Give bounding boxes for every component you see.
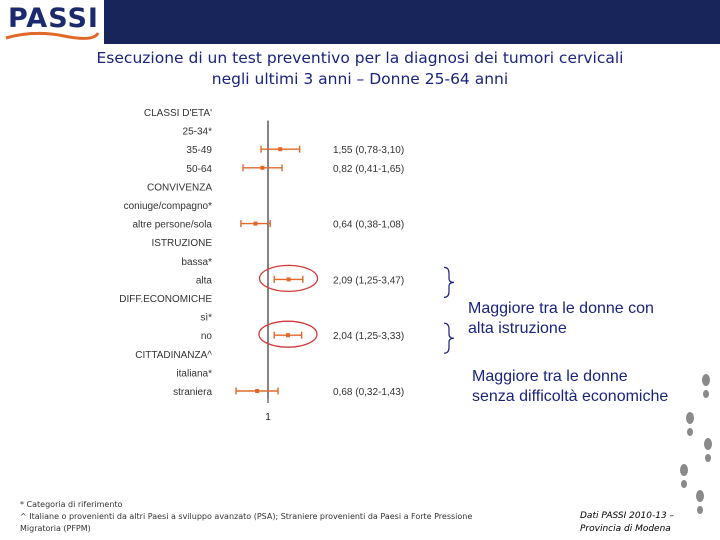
row-label: bassa* bbox=[181, 256, 212, 268]
row-label: altre persone/sola bbox=[132, 219, 212, 231]
estimate-value-label: 0,68 (0,32-1,43) bbox=[333, 387, 405, 398]
annotation-istruzione bbox=[468, 299, 654, 339]
estimate-value-label: 2,09 (1,25-3,47) bbox=[333, 275, 405, 287]
annotation-bracket bbox=[444, 323, 454, 353]
point-estimate bbox=[287, 277, 291, 281]
source-line-2: Provincia di Modena bbox=[580, 524, 671, 534]
point-estimate bbox=[260, 166, 264, 170]
footnote-line-1: * Categoria di riferimento bbox=[20, 500, 123, 509]
source-line-1: Dati PASSI 2010-13 – bbox=[580, 511, 675, 521]
point-estimate bbox=[255, 389, 259, 393]
row-label: no bbox=[200, 331, 212, 343]
row-label: 25-34* bbox=[182, 126, 212, 138]
estimate-value-label: 1,55 (0,78-3,10) bbox=[333, 145, 405, 157]
footnote-line-3: Migratoria (PFPM) bbox=[20, 524, 91, 533]
annotation-istruzione-line-1: Maggiore tra le donne con bbox=[468, 300, 654, 317]
row-label: 50-64 bbox=[186, 163, 212, 175]
annotation-economiche bbox=[472, 367, 668, 407]
title-line-1: Esecuzione di un test preventivo per la diagnosi dei tumori cervicali bbox=[96, 49, 624, 67]
estimate-value-label: 2,04 (1,25-3,33) bbox=[333, 331, 405, 343]
annotation-bracket bbox=[444, 267, 454, 297]
footnote-line-2: ^ Italiane o provenienti da altri Paesi a sviluppo avanzato (PSA); Straniere provenienti da Paesi a Forte Pressione bbox=[20, 512, 473, 521]
row-label: 35-49 bbox=[186, 145, 212, 157]
logo-text: PASSI bbox=[8, 3, 99, 34]
annotation-economiche-line-2: senza difficoltà economiche bbox=[472, 388, 669, 405]
estimate-value-label: 0,82 (0,41-1,65) bbox=[333, 163, 405, 175]
group-header-label: CITTADINANZA^ bbox=[135, 349, 212, 361]
footnote bbox=[20, 499, 560, 535]
row-label: alta bbox=[195, 275, 212, 287]
row-label: sì* bbox=[200, 312, 212, 324]
row-label: coniuge/compagno* bbox=[123, 201, 212, 212]
point-estimate bbox=[286, 333, 290, 337]
row-label: italiana* bbox=[176, 368, 212, 380]
group-header-label: CONVIVENZA bbox=[146, 182, 212, 194]
group-header-label: ISTRUZIONE bbox=[151, 238, 212, 250]
title-line-2: negli ultimi 3 anni – Donne 25-64 anni bbox=[211, 70, 509, 88]
annotation-economiche-line-1: Maggiore tra le donne bbox=[472, 368, 628, 385]
annotation-istruzione-line-2: alta istruzione bbox=[468, 320, 567, 337]
estimate-value-label: 0,64 (0,38-1,08) bbox=[333, 219, 405, 231]
row-label: straniera bbox=[173, 387, 212, 398]
group-header-label: DIFF.ECONOMICHE bbox=[119, 294, 212, 305]
footprints-icon bbox=[660, 370, 720, 530]
point-estimate bbox=[278, 147, 282, 151]
x-tick-label: 1 bbox=[265, 412, 271, 423]
point-estimate bbox=[254, 222, 258, 226]
group-header-label: CLASSI D'ETA' bbox=[143, 108, 212, 119]
